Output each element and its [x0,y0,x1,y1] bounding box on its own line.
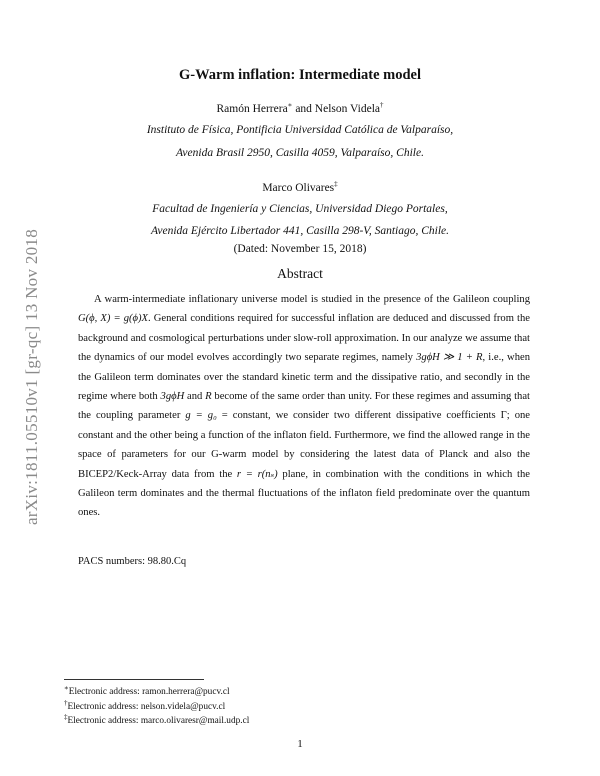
math-galileon-coupling: G(ϕ, X) = g(ϕ)X [78,313,148,325]
footnote-mark-2: † [64,699,68,707]
math-galileon-term: 3gϕ̇H [160,391,185,403]
footnote-rule [64,679,204,680]
math-coupling-constant: g = g₀ [185,410,217,422]
author-olivares-line [0,180,600,194]
footnote-text-3: Electronic address: marco.olivaresr@mail.udp.cl [67,716,250,727]
pacs-numbers: PACS numbers: 98.80.Cq [78,556,187,567]
affiliation1-line1: Instituto de Física, Pontificia Universidad Católica de Valparaíso, [146,124,454,136]
abstract-heading: Abstract [277,266,323,281]
dated-line: (Dated: November 15, 2018) [233,243,367,255]
footnote-text-2: Electronic address: nelson.videla@pucv.cl [67,702,226,713]
affiliation1-line2: Avenida Brasil 2950, Casilla 4059, Valparaíso, Chile. [176,147,424,159]
math-regime-condition: 3gϕ̇H ≫ 1 + R [416,352,483,364]
footnote-mark-1: ∗ [64,684,69,692]
author-mark-3: ‡ [334,180,338,188]
abstract-text-2: . General conditions required for successful inflation are deduced and discussed from the background and cosmological perturbations under slow-roll approximation. In our analyze we assume that the dynamics of our model evolves accordingly two separate regimes, namely [78,313,530,364]
abstract-text-6: = constant, we consider two different dissipative coefficients Γ; one constant and the other being a function of the inflaton field. Furthermore, we find the allowed range in the space of parameters for our G-warm model by considering the latest data of Planck and also the BICEP2/Keck-Array data from the [78,410,530,480]
affiliation2-line2: Avenida Ejército Libertador 441, Casilla 298-V, Santiago, Chile. [150,225,450,237]
abstract-text-1: A warm-intermediate inflationary universe model is studied in the presence of the Galileon coupling [94,294,530,305]
footnote-mark-3: ‡ [64,713,68,721]
abstract-body [78,290,530,523]
affiliation2-line1: Facultad de Ingeniería y Ciencias, Universidad Diego Portales, [152,203,448,215]
author-mark-1: ∗ [287,101,293,109]
author-videla: Nelson Videla [314,102,381,115]
footnote-herrera [64,684,230,697]
author-herrera: Ramón Herrera [216,102,288,115]
abstract-text-5: become of the same order than unity. For these regimes and assuming that the coupling parameter [78,391,530,422]
author-olivares: Marco Olivares [262,181,335,194]
abstract-text-4: and [184,391,206,403]
author-mark-2: † [380,101,384,109]
footnote-videla [64,699,225,712]
arxiv-stamp: arXiv:1811.05510v1 [gr-qc] 13 Nov 2018 [22,228,41,526]
abstract-text-3: , i.e., when the Galileon term dominates over the standard kinetic term and the dissipative ratio, and secondly in the regime where both [78,352,530,403]
math-dissipative-ratio: R [205,391,212,403]
abstract-text-7: plane, in combination with the conditions in which the Galileon term dominates and the thermal fluctuations of the inflaton field predominate over the quantum ones. [78,468,530,519]
footnote-olivares [64,713,249,726]
paper-title: G-Warm inflation: Intermediate model [178,67,422,83]
math-r-ns-plane: r = r(nₛ) [236,468,278,480]
page-number: 1 [297,738,303,750]
authors-and: and [295,102,312,115]
authors-line [0,101,600,115]
footnote-text-1: Electronic address: ramon.herrera@pucv.cl [68,687,230,698]
